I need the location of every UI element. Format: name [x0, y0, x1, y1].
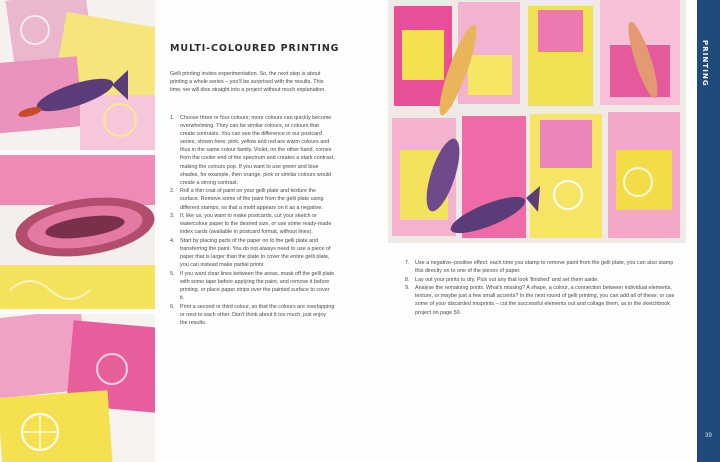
steps-list-left: [170, 114, 335, 327]
step-text: Print a second or third colour, so that the colours are overlapping or next to each other. Don't think about it too much, just enjoy the results.: [180, 303, 335, 326]
photo-postcard-series: [388, 0, 686, 243]
step-number: 5.: [170, 270, 175, 277]
list-item: [405, 284, 677, 316]
chapter-side-tab: [697, 0, 720, 462]
step-text: If you want clear lines between the areas, mask off the gelli plate with some tape before applying the paint, and remove it before printing, or place paper strips over the painted surface to cover it.: [180, 270, 335, 302]
list-item: [405, 259, 677, 275]
list-item: [405, 276, 677, 284]
photo-lemon-prints: [0, 314, 155, 462]
list-item: [170, 212, 335, 236]
step-text: Lay out your prints to dry. Pick out any that look 'finished' and set them aside.: [415, 276, 599, 283]
step-text: Roll a thin coat of paint on your gelli plate and texture the surface. Remove some of the paint from the gelli plate using different stamps, so that a motif appears on it as a negative.: [180, 188, 324, 211]
list-item: [170, 114, 335, 187]
list-item: [170, 303, 335, 327]
chapter-label: PRINTING: [701, 40, 709, 87]
step-number: 6.: [170, 303, 175, 310]
step-text: Start by placing parts of the paper on to the gelli plate and transferring the paint. You do not always need to use a piece of paper that is larger than the plate to cover the entire gelli plate, you can instead make partial prints.: [180, 237, 331, 269]
intro-paragraph: Gelli printing invites experimentation. So, the next step is about printing a whole series – you'll be surprised with the results. This time, we will dive straight into a project without much explanation.: [170, 71, 326, 94]
step-text: If, like us, you want to make postcards, cut your sketch or watercolour paper to the desired size, or use some ready-made index cards (available in postcard format, without lines).: [180, 213, 332, 236]
step-number: 3.: [170, 213, 175, 220]
step-number: 7.: [405, 260, 410, 266]
step-text: Use a negative–positive effect: each time you stamp to remove paint from the gelli plate, you can also stamp this directly on to one of the pieces of paper.: [415, 260, 674, 275]
photo-seed-pod-stamp: [0, 155, 155, 309]
steps-list-right: [405, 259, 677, 317]
step-text: Analyse the remaining prints. What's missing? A shape, a colour, a connection between individual elements, texture, or maybe just a few small accents? In the next round of gelli printing, you can add all of these; or use some of your discarded misprints – cut the successful elements out and collage them, as in the sketchbook project on page 50.: [415, 285, 675, 316]
photo-fish-stamp-print: [0, 0, 155, 150]
step-number: 2.: [170, 188, 175, 195]
step-text: Choose three or four colours; more colours can quickly become overwhelming. They can be similar colours, or colours that create contrasts. You can see the difference in our postcard series, shown here: pink, yellow and red are warm colours and thus in the same colour family. Violet, on the other hand, comes from the cooler end of the spectrum and creates a stark contrast, making the colours pop. If you want to use green and blue shades, for example, then orange, pink or similar colours would create a strong contrast.: [180, 115, 335, 186]
list-item: [170, 187, 335, 211]
section-heading: MULTI-COLOURED PRINTING: [170, 43, 340, 54]
page-number: 39: [705, 433, 712, 439]
step-number: 1.: [170, 115, 175, 121]
list-item: [170, 270, 335, 302]
step-number: 4.: [170, 237, 175, 244]
step-number: 9.: [405, 285, 410, 292]
step-number: 8.: [405, 276, 410, 283]
list-item: [170, 237, 335, 269]
